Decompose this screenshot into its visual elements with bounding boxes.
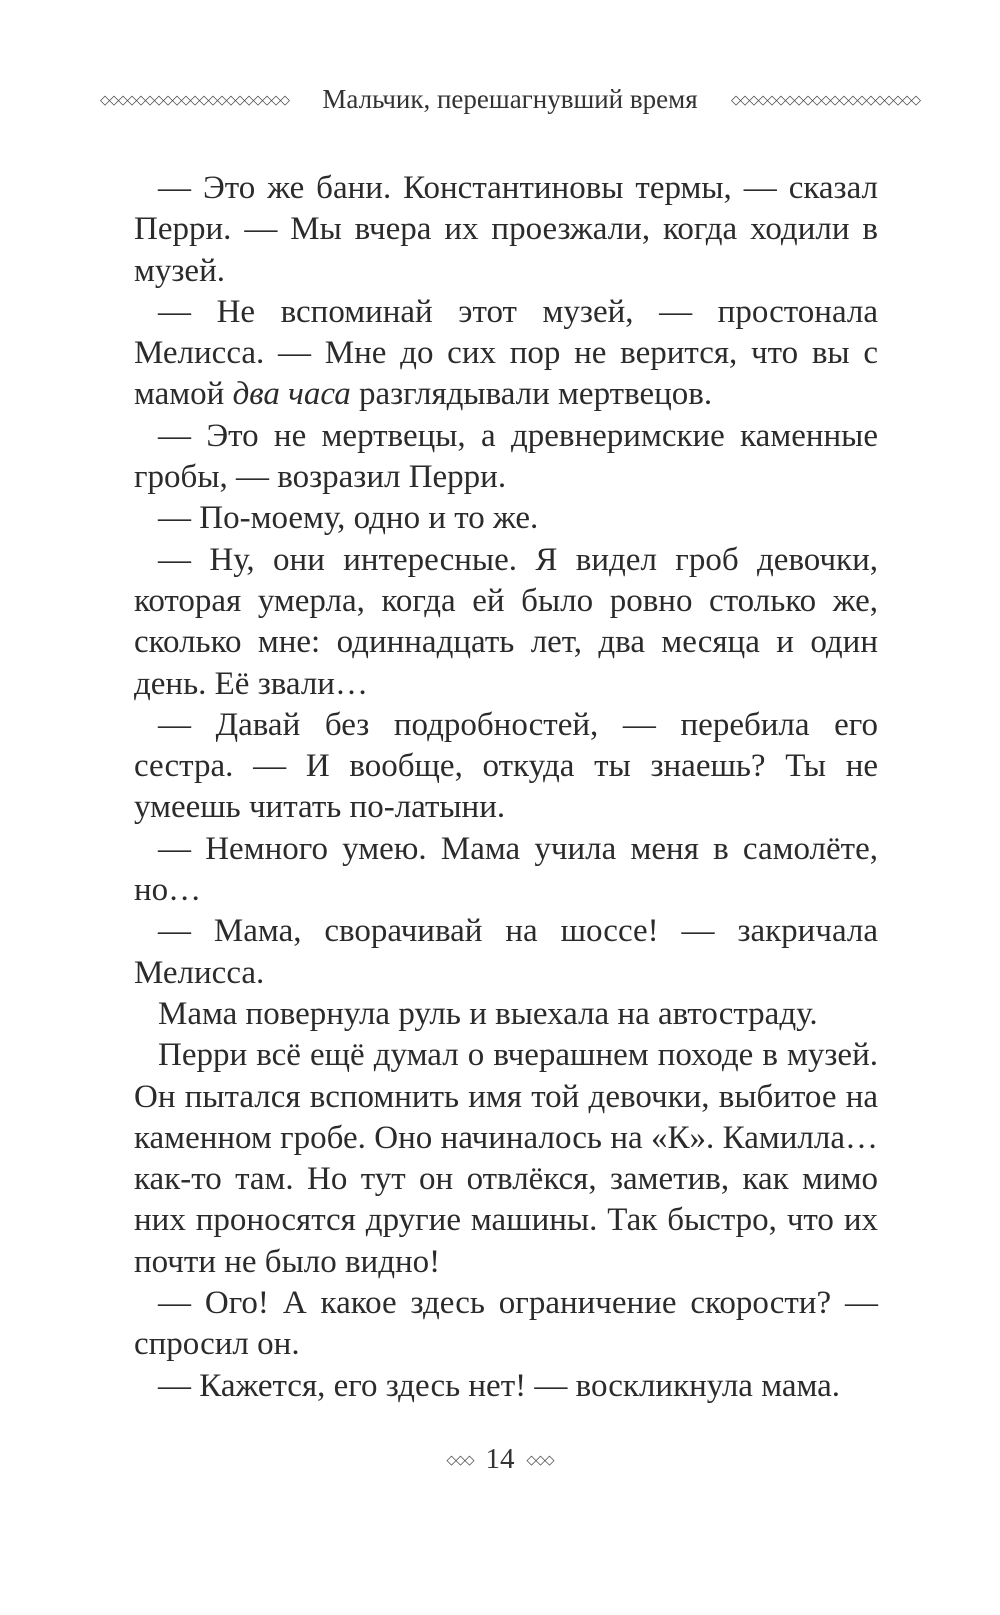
page-footer <box>0 1443 1000 1476</box>
paragraph: — Давай без подробностей, — перебила его сестра. — И вообще, откуда ты знаешь? Ты не умеешь читать по-латыни. <box>134 706 878 826</box>
page-number: 14 <box>485 1443 515 1475</box>
paragraph: — Кажется, его здесь нет! — воскликнула мама. <box>158 1367 841 1404</box>
paragraph: — Это же бани. Константиновы термы, — сказал Перри. — Мы вчера их проезжали, когда ходили в музей. <box>134 170 878 289</box>
paragraph-text: разглядывали мертвецов. <box>350 376 713 413</box>
paragraph: — Это не мертвецы, а древнеримские каменные гробы, — возразил Перри. <box>134 417 878 496</box>
running-head <box>100 84 920 115</box>
paragraph: Перри всё ещё думал о вчерашнем походе в музей. Он пытался вспомнить имя той девочки, выбитое на каменном гробе. Оно начиналось на «К». Камилла… как-то там. Но тут он отвлёкся, заметив, как мимо них проносятся другие машины. Так быстро, что их почти не было видно! <box>134 1037 878 1280</box>
ornament-right: ◇◇◇◇◇◇◇◇◇◇◇◇◇◇◇◇◇◇◇◇◇ <box>731 91 920 107</box>
book-title: Мальчик, перешагнувший время <box>322 84 698 114</box>
paragraph: — Ого! А какое здесь ограничение скорости? — спросил он. <box>134 1285 878 1363</box>
paragraph-text: — Не вспоминай этот музей, — простонала Мелисса. — Мне до сих пор не верится, что вы с мамой <box>134 293 878 413</box>
footer-ornament-right: ◇◇◇ <box>526 1451 554 1467</box>
paragraph: Мама повернула руль и выехала на автостраду. <box>158 995 818 1032</box>
page-body <box>134 168 878 1407</box>
italic-phrase: два часа <box>232 376 351 413</box>
paragraph: — Ну, они интересные. Я видел гроб девочки, которая умерла, когда ей было ровно столько же, сколько мне: одиннадцать лет, два месяца и один день. Её звали… <box>134 541 878 702</box>
footer-ornament-left: ◇◇◇ <box>446 1451 474 1467</box>
paragraph <box>134 292 878 416</box>
paragraph: — Мама, сворачивай на шоссе! — закричала Мелисса. <box>134 913 878 991</box>
ornament-left: ◇◇◇◇◇◇◇◇◇◇◇◇◇◇◇◇◇◇◇◇◇ <box>100 91 289 107</box>
paragraph: — Немного умею. Мама учила меня в самолёте, но… <box>134 830 878 909</box>
paragraph: — По-моему, одно и то же. <box>158 500 539 537</box>
